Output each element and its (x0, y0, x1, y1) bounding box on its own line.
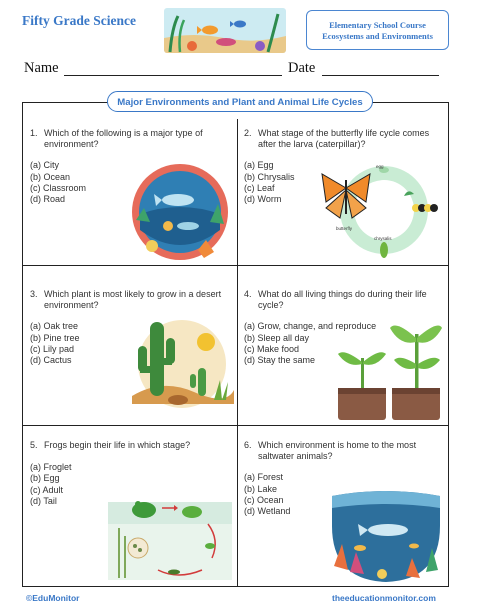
question-number: 3. (30, 289, 38, 299)
footer-brand: ©EduMonitor (26, 593, 80, 603)
answer-option[interactable]: (a) Oak tree (30, 321, 79, 332)
name-label: Name (24, 60, 59, 76)
answer-option[interactable]: (c) Adult (30, 484, 64, 495)
question-number: 1. (30, 128, 38, 138)
question-number: 4. (244, 289, 252, 299)
course-unit: Ecosystems and Environments (322, 31, 433, 41)
answer-option[interactable]: (b) Egg (30, 473, 60, 484)
answer-option[interactable]: (c) Classroom (30, 182, 87, 193)
date-line[interactable] (322, 75, 439, 76)
butterfly-stage-label: butterfly (336, 226, 353, 231)
question-number: 6. (244, 440, 252, 450)
question-number: 2. (244, 128, 252, 138)
question-text: Which environment is home to the most saltwater animals? (258, 440, 417, 462)
answer-option[interactable]: (a) Froglet (30, 462, 72, 473)
question-number: 5. (30, 440, 38, 450)
answer-option[interactable]: (c) Lily pad (30, 343, 75, 354)
worksheet-title: Major Environments and Plant and Animal Life Cycles (107, 91, 373, 112)
answer-option[interactable]: (c) Leaf (244, 182, 275, 193)
desert-cactus-illustration (122, 312, 238, 421)
date-label: Date (288, 60, 316, 76)
question-text: Which plant is most likely to grow in a desert environment? (44, 289, 222, 311)
question-text: Frogs begin their life in which stage? (44, 440, 191, 450)
answer-option[interactable]: (a) Grow, change, and reproduce (244, 321, 377, 332)
answer-option[interactable]: (b) Pine tree (30, 332, 80, 343)
answer-option[interactable]: (d) Worm (244, 194, 282, 205)
butterfly-life-cycle-illustration (318, 158, 442, 269)
ocean-circle-illustration (128, 160, 232, 269)
course-badge (306, 10, 449, 50)
answer-option[interactable]: (c) Make food (244, 343, 300, 354)
egg-stage-label: egg (376, 164, 384, 169)
chrysalis-stage-label: chrysalis (374, 236, 392, 241)
frog-life-cycle-illustration (108, 488, 232, 585)
answer-option[interactable]: (d) Wetland (244, 506, 291, 517)
answer-option[interactable]: (a) Egg (244, 160, 274, 171)
answer-option[interactable]: (d) Tail (30, 495, 57, 506)
answer-option[interactable]: (b) Sleep all day (244, 332, 310, 343)
answer-option[interactable]: (d) Road (30, 194, 66, 205)
answer-option[interactable]: (d) Stay the same (244, 355, 316, 366)
answer-option[interactable]: (b) Lake (244, 483, 278, 494)
answer-option[interactable]: (a) Forest (244, 472, 284, 483)
answer-option[interactable]: (a) City (30, 160, 59, 171)
footer-website-link[interactable]: theeducationmonitor.com (332, 593, 436, 603)
name-date-row (24, 60, 444, 80)
ocean-bowl-illustration (330, 486, 442, 589)
name-line[interactable] (64, 75, 282, 76)
question-text: What do all living things do during their life cycle? (258, 289, 427, 311)
answer-option[interactable]: (d) Cactus (30, 355, 72, 366)
question-text: What stage of the butterfly life cycle comes after the larva (caterpillar)? (258, 128, 430, 150)
sprouts-illustration (334, 320, 444, 427)
answer-option[interactable]: (b) Ocean (30, 171, 71, 182)
course-name: Elementary School Course (329, 20, 426, 30)
brand-title: Fifty Grade Science (22, 13, 136, 28)
answer-option[interactable]: (c) Ocean (244, 494, 284, 505)
aquarium-banner-image (164, 8, 286, 53)
answer-option[interactable]: (b) Chrysalis (244, 171, 295, 182)
question-text: Which of the following is a major type of environment? (44, 128, 203, 150)
